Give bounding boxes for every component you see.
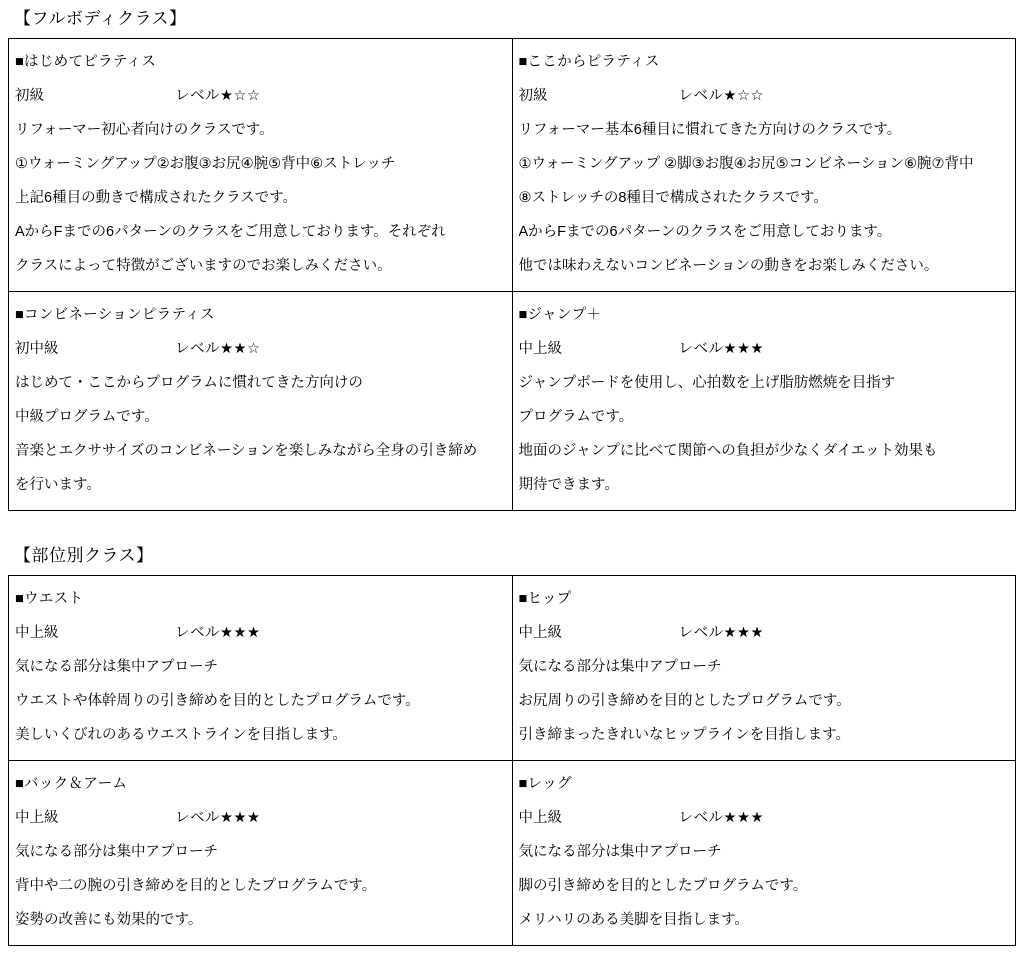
class-cell-back-and-arm: [9, 761, 513, 946]
class-level: レベル★★★: [678, 341, 764, 357]
table-row: [9, 39, 1016, 292]
class-desc-line: を行います。: [15, 477, 101, 493]
section-full-body: [8, 6, 1016, 511]
section-gap: [8, 511, 1016, 541]
class-heading: ■コンビネーションピラティス: [15, 307, 215, 323]
class-level: レベル★☆☆: [175, 88, 261, 104]
section-title: 【フルボディクラス】: [14, 9, 187, 28]
class-grade: 中上級: [518, 341, 562, 357]
class-desc-line: 他では味わえないコンビネーションの動きをお楽しみください。: [518, 258, 939, 274]
class-grade: 中上級: [518, 810, 562, 826]
class-cell-kokokara-pilates: [512, 39, 1016, 292]
class-heading: ■ウエスト: [15, 591, 84, 607]
class-desc-line: 気になる部分は集中アプローチ: [15, 844, 218, 860]
class-level: レベル★★☆: [175, 341, 261, 357]
class-desc-line: 引き締まったきれいなヒップラインを目指します。: [518, 727, 850, 743]
class-desc-line: ⑧ストレッチの8種目で構成されたクラスです。: [518, 190, 828, 206]
class-desc-line: 背中や二の腕の引き締めを目的としたプログラムです。: [15, 878, 377, 894]
class-desc-line: 地面のジャンプに比べて関節への負担が少なくダイエット効果も: [518, 443, 938, 459]
class-grade: 初中級: [15, 341, 59, 357]
class-level-row: [519, 616, 1010, 650]
class-desc-line: 中級プログラムです。: [15, 409, 159, 425]
class-cell-combination-pilates: [9, 292, 513, 511]
class-grade: 初級: [15, 88, 44, 104]
class-heading: ■ジャンプ＋: [518, 307, 602, 323]
class-desc-line: 期待できます。: [518, 477, 619, 493]
class-table: [8, 575, 1016, 946]
class-desc-line: 姿勢の改善にも効果的です。: [15, 912, 203, 928]
class-desc-line: リフォーマー基本6種目に慣れてきた方向けのクラスです。: [518, 122, 902, 138]
class-heading: ■ヒップ: [518, 591, 572, 607]
class-desc-line: AからFまでの6パターンのクラスをご用意しております。それぞれ: [15, 224, 446, 240]
class-heading: ■ここからピラティス: [518, 54, 660, 70]
class-level: レベル★★★: [175, 625, 261, 641]
section-body-part: [8, 543, 1016, 946]
class-cell-jump-plus: [512, 292, 1016, 511]
class-level-row: [15, 79, 506, 113]
class-grade: 初級: [518, 88, 548, 104]
class-desc-line: お尻周りの引き締めを目的としたプログラムです。: [518, 693, 851, 709]
class-desc-line: ①ウォーミングアップ ②脚③お腹④お尻⑤コンビネーション⑥腕⑦背中: [518, 156, 974, 172]
class-cell-hip: [512, 576, 1016, 761]
class-level: レベル★★★: [175, 810, 261, 826]
class-level-row: [519, 332, 1010, 366]
table-row: [9, 761, 1016, 946]
class-desc-line: プログラムです。: [518, 409, 634, 425]
class-desc-line: はじめて・ここからプログラムに慣れてきた方向けの: [15, 375, 363, 391]
class-desc-line: ①ウォーミングアップ②お腹③お尻④腕⑤背中⑥ストレッチ: [15, 156, 396, 172]
class-desc-line: ウエストや体幹周りの引き締めを目的としたプログラムです。: [15, 693, 420, 709]
class-heading: ■はじめてピラティス: [15, 54, 157, 70]
table-row: [9, 576, 1016, 761]
class-cell-hajimete-pilates: [9, 39, 513, 292]
table-row: [9, 292, 1016, 511]
class-level: レベル★☆☆: [678, 88, 764, 104]
class-desc-line: 上記6種目の動きで構成されたクラスです。: [15, 190, 297, 206]
class-desc-line: 脚の引き締めを目的としたプログラムです。: [518, 878, 808, 894]
class-desc-line: クラスによって特徴がございますのでお楽しみください。: [15, 258, 392, 274]
class-level-row: [519, 801, 1010, 835]
section-title: 【部位別クラス】: [14, 546, 154, 565]
class-level-row: [519, 79, 1010, 113]
class-desc-line: 気になる部分は集中アプローチ: [518, 844, 722, 860]
class-heading: ■バック＆アーム: [15, 776, 128, 792]
class-level-row: [15, 801, 506, 835]
class-desc-line: 美しいくびれのあるウエストラインを目指します。: [15, 727, 347, 743]
class-table: [8, 38, 1016, 511]
class-desc-line: メリハリのある美脚を目指します。: [518, 912, 749, 928]
class-grade: 中上級: [15, 625, 59, 641]
class-heading: ■レッグ: [518, 776, 572, 792]
class-desc-line: AからFまでの6パターンのクラスをご用意しております。: [518, 224, 892, 240]
class-grade: 中上級: [15, 810, 59, 826]
class-level: レベル★★★: [678, 625, 764, 641]
class-desc-line: 気になる部分は集中アプローチ: [518, 659, 722, 675]
class-level: レベル★★★: [678, 810, 764, 826]
class-desc-line: リフォーマー初心者向けのクラスです。: [15, 122, 274, 138]
class-grade: 中上級: [518, 625, 562, 641]
class-desc-line: 音楽とエクササイズのコンビネーションを楽しみながら全身の引き締め: [15, 443, 478, 459]
class-cell-leg: [512, 761, 1016, 946]
class-level-row: [15, 616, 506, 650]
class-level-row: [15, 332, 506, 366]
class-cell-waist: [9, 576, 513, 761]
class-desc-line: ジャンプボードを使用し、心拍数を上げ脂肪燃焼を目指す: [518, 375, 896, 391]
class-desc-line: 気になる部分は集中アプローチ: [15, 659, 218, 675]
